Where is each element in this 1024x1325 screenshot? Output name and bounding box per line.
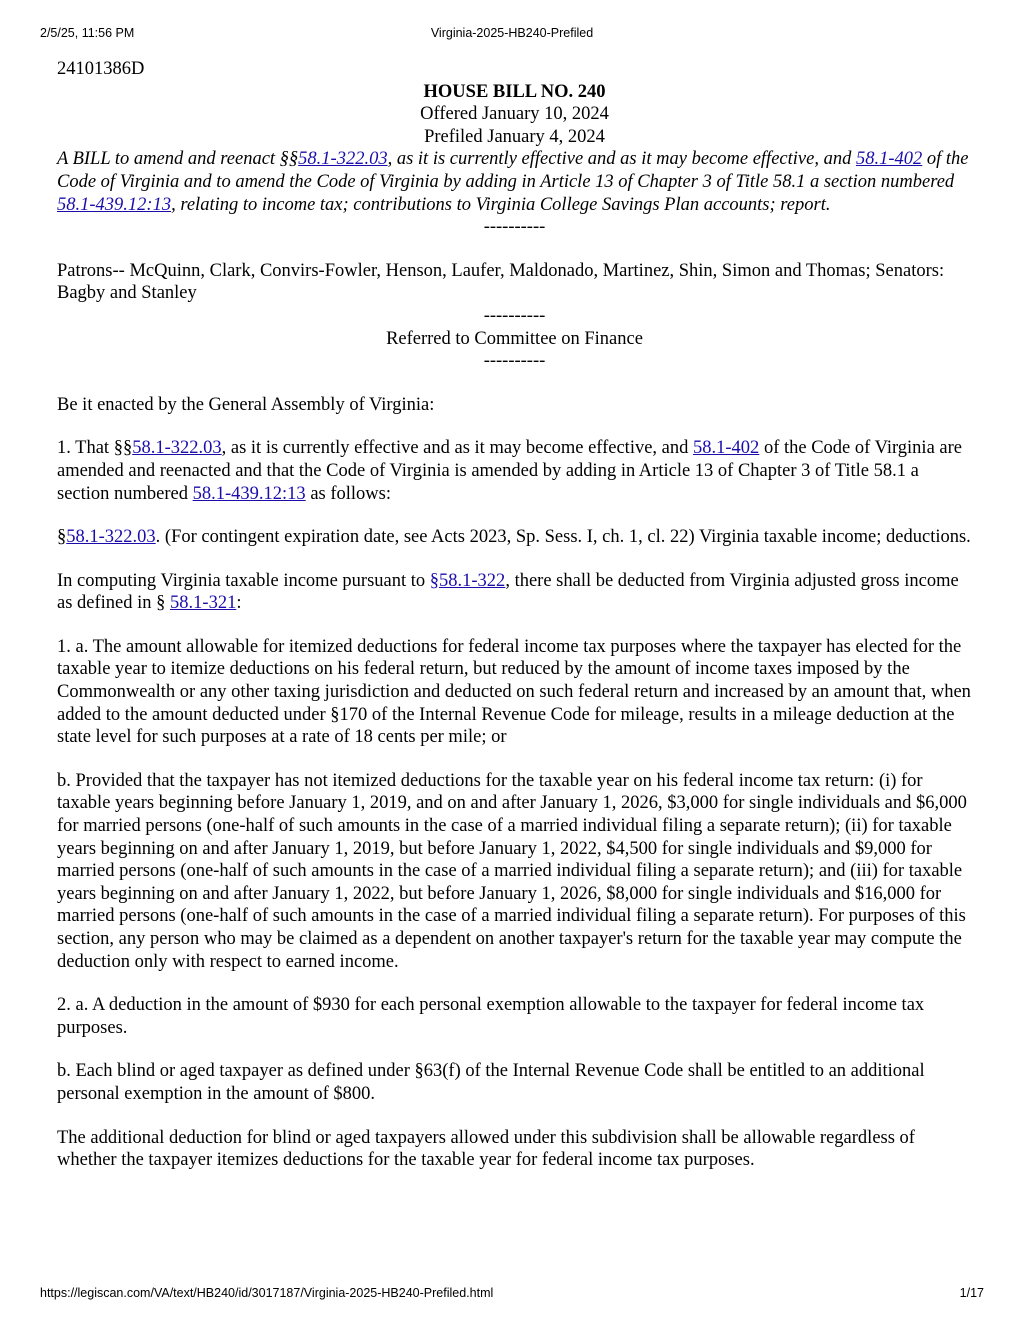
link-58-1-322-03[interactable]: 58.1-322.03 xyxy=(66,527,156,548)
separator: ---------- xyxy=(483,217,546,238)
body-text: as follows: xyxy=(305,483,391,504)
summary-text: A BILL to amend and reenact §§ xyxy=(57,149,299,170)
link-58-1-439-12-13[interactable]: 58.1-439.12:13 xyxy=(192,483,306,504)
link-58-1-321[interactable]: 58.1-321 xyxy=(170,593,237,614)
separator: ---------- xyxy=(483,351,546,372)
bill-document xyxy=(57,58,972,1172)
page-number: 1/17 xyxy=(959,1286,984,1300)
summary-text: , relating to income tax; contributions to Virginia College Savings Plan accounts; report. xyxy=(171,194,831,215)
body-text: of the Code of Virginia are amended and reenacted and that the Code of Virginia is amended by adding in Article 13 of Chapter 3 of Title 58.1 a section numbered xyxy=(57,438,962,504)
link-58-1-402[interactable]: 58.1-402 xyxy=(855,149,923,170)
print-doc-title: Virginia-2025-HB240-Prefiled xyxy=(430,26,594,40)
computing-paragraph xyxy=(57,570,972,615)
link-58-1-439-12-13[interactable]: 58.1-439.12:13 xyxy=(57,194,172,215)
section-heading xyxy=(57,526,972,549)
summary-text: , as it is currently effective and as it may become effective, and xyxy=(387,149,856,170)
separator: ---------- xyxy=(483,305,546,326)
link-58-1-322[interactable]: §58.1-322 xyxy=(429,570,506,591)
body-text: . (For contingent expiration date, see Acts 2023, Sp. Sess. I, ch. 1, cl. 22) Virginia taxable income; deductions. xyxy=(155,527,971,548)
body-text: § xyxy=(57,527,67,548)
bill-number: HOUSE BILL NO. 240 xyxy=(423,81,606,102)
link-58-1-322-03[interactable]: 58.1-322.03 xyxy=(298,149,388,170)
summary-text: of the Code of Virginia and to amend the Code of Virginia by adding in Article 13 of Chapter 3 of Title 58.1 a section numbered xyxy=(57,149,969,192)
body-text: : xyxy=(236,593,242,614)
paragraph-2a: 2. a. A deduction in the amount of $930 for each personal exemption allowable to the taxpayer for federal income tax purposes. xyxy=(57,995,925,1038)
doc-id: 24101386D xyxy=(57,59,145,79)
section-1-intro xyxy=(57,437,972,505)
link-58-1-402[interactable]: 58.1-402 xyxy=(693,438,760,459)
print-url: https://legiscan.com/VA/text/HB240/id/3017187/Virginia-2025-HB240-Prefiled.html xyxy=(40,1286,494,1300)
bill-summary xyxy=(57,148,972,216)
enacting-clause: Be it enacted by the General Assembly of Virginia: xyxy=(57,394,435,415)
print-datetime: 2/5/25, 11:56 PM xyxy=(40,26,135,40)
body-text: , as it is currently effective and as it may become effective, and xyxy=(221,438,694,459)
prefiled-date: Prefiled January 4, 2024 xyxy=(424,126,605,147)
paragraph-1a: 1. a. The amount allowable for itemized deductions for federal income tax purposes where the taxpayer has elected for the taxable year to itemize deductions on his federal return, but reduced by the amount of income taxes imposed by the Commonwealth or any other taxing jurisdiction and deducted on such federal return and increased by an amount that, when added to the amount deducted under §170 of the Internal Revenue Code for mileage, results in a mileage deduction at the state level for such purposes at a rate of 18 cents per mile; or xyxy=(57,636,971,748)
patrons: Patrons-- McQuinn, Clark, Convirs-Fowler, Henson, Laufer, Maldonado, Martinez, Shin, Simon and Thomas; Senators: Bagby and Stanley xyxy=(57,260,945,304)
body-text: 1. That §§ xyxy=(57,438,133,459)
body-text: In computing Virginia taxable income pursuant to xyxy=(57,570,430,591)
committee-referral: Referred to Committee on Finance xyxy=(386,328,643,349)
offered-date: Offered January 10, 2024 xyxy=(420,104,609,125)
paragraph-2b: b. Each blind or aged taxpayer as defined under §63(f) of the Internal Revenue Code shall be entitled to an additional personal exemption in the amount of $800. xyxy=(57,1061,925,1104)
paragraph-additional: The additional deduction for blind or aged taxpayers allowed under this subdivision shall be allowable regardless of whether the taxpayer itemizes deductions for the taxable year for federal income tax purposes. xyxy=(57,1127,915,1171)
body-text: , there shall be deducted from Virginia adjusted gross income as defined in § xyxy=(57,570,959,614)
paragraph-1b: b. Provided that the taxpayer has not itemized deductions for the taxable year on his federal income tax return: (i) for taxable years beginning before January 1, 2019, and on and after January 1, 2026, $3,000 for single individuals and $6,000 for married persons (one-half of such amounts in the case of a married individual filing a separate return); (ii) for taxable years beginning on and after January 1, 2019, but before January 1, 2022, $4,500 for single individuals and $9,000 for married persons (one-half of such amounts in the case of a married individual filing a separate return); and (iii) for taxable years beginning on and after January 1, 2022, but before January 1, 2026, $8,000 for single individuals and $16,000 for married persons (one-half of such amounts in the case of a married individual filing a separate return). For purposes of this section, any person who may be claimed as a dependent on another taxpayer's return for the taxable year may compute the deduction only with respect to earned income. xyxy=(57,770,967,972)
link-58-1-322-03[interactable]: 58.1-322.03 xyxy=(132,438,222,459)
